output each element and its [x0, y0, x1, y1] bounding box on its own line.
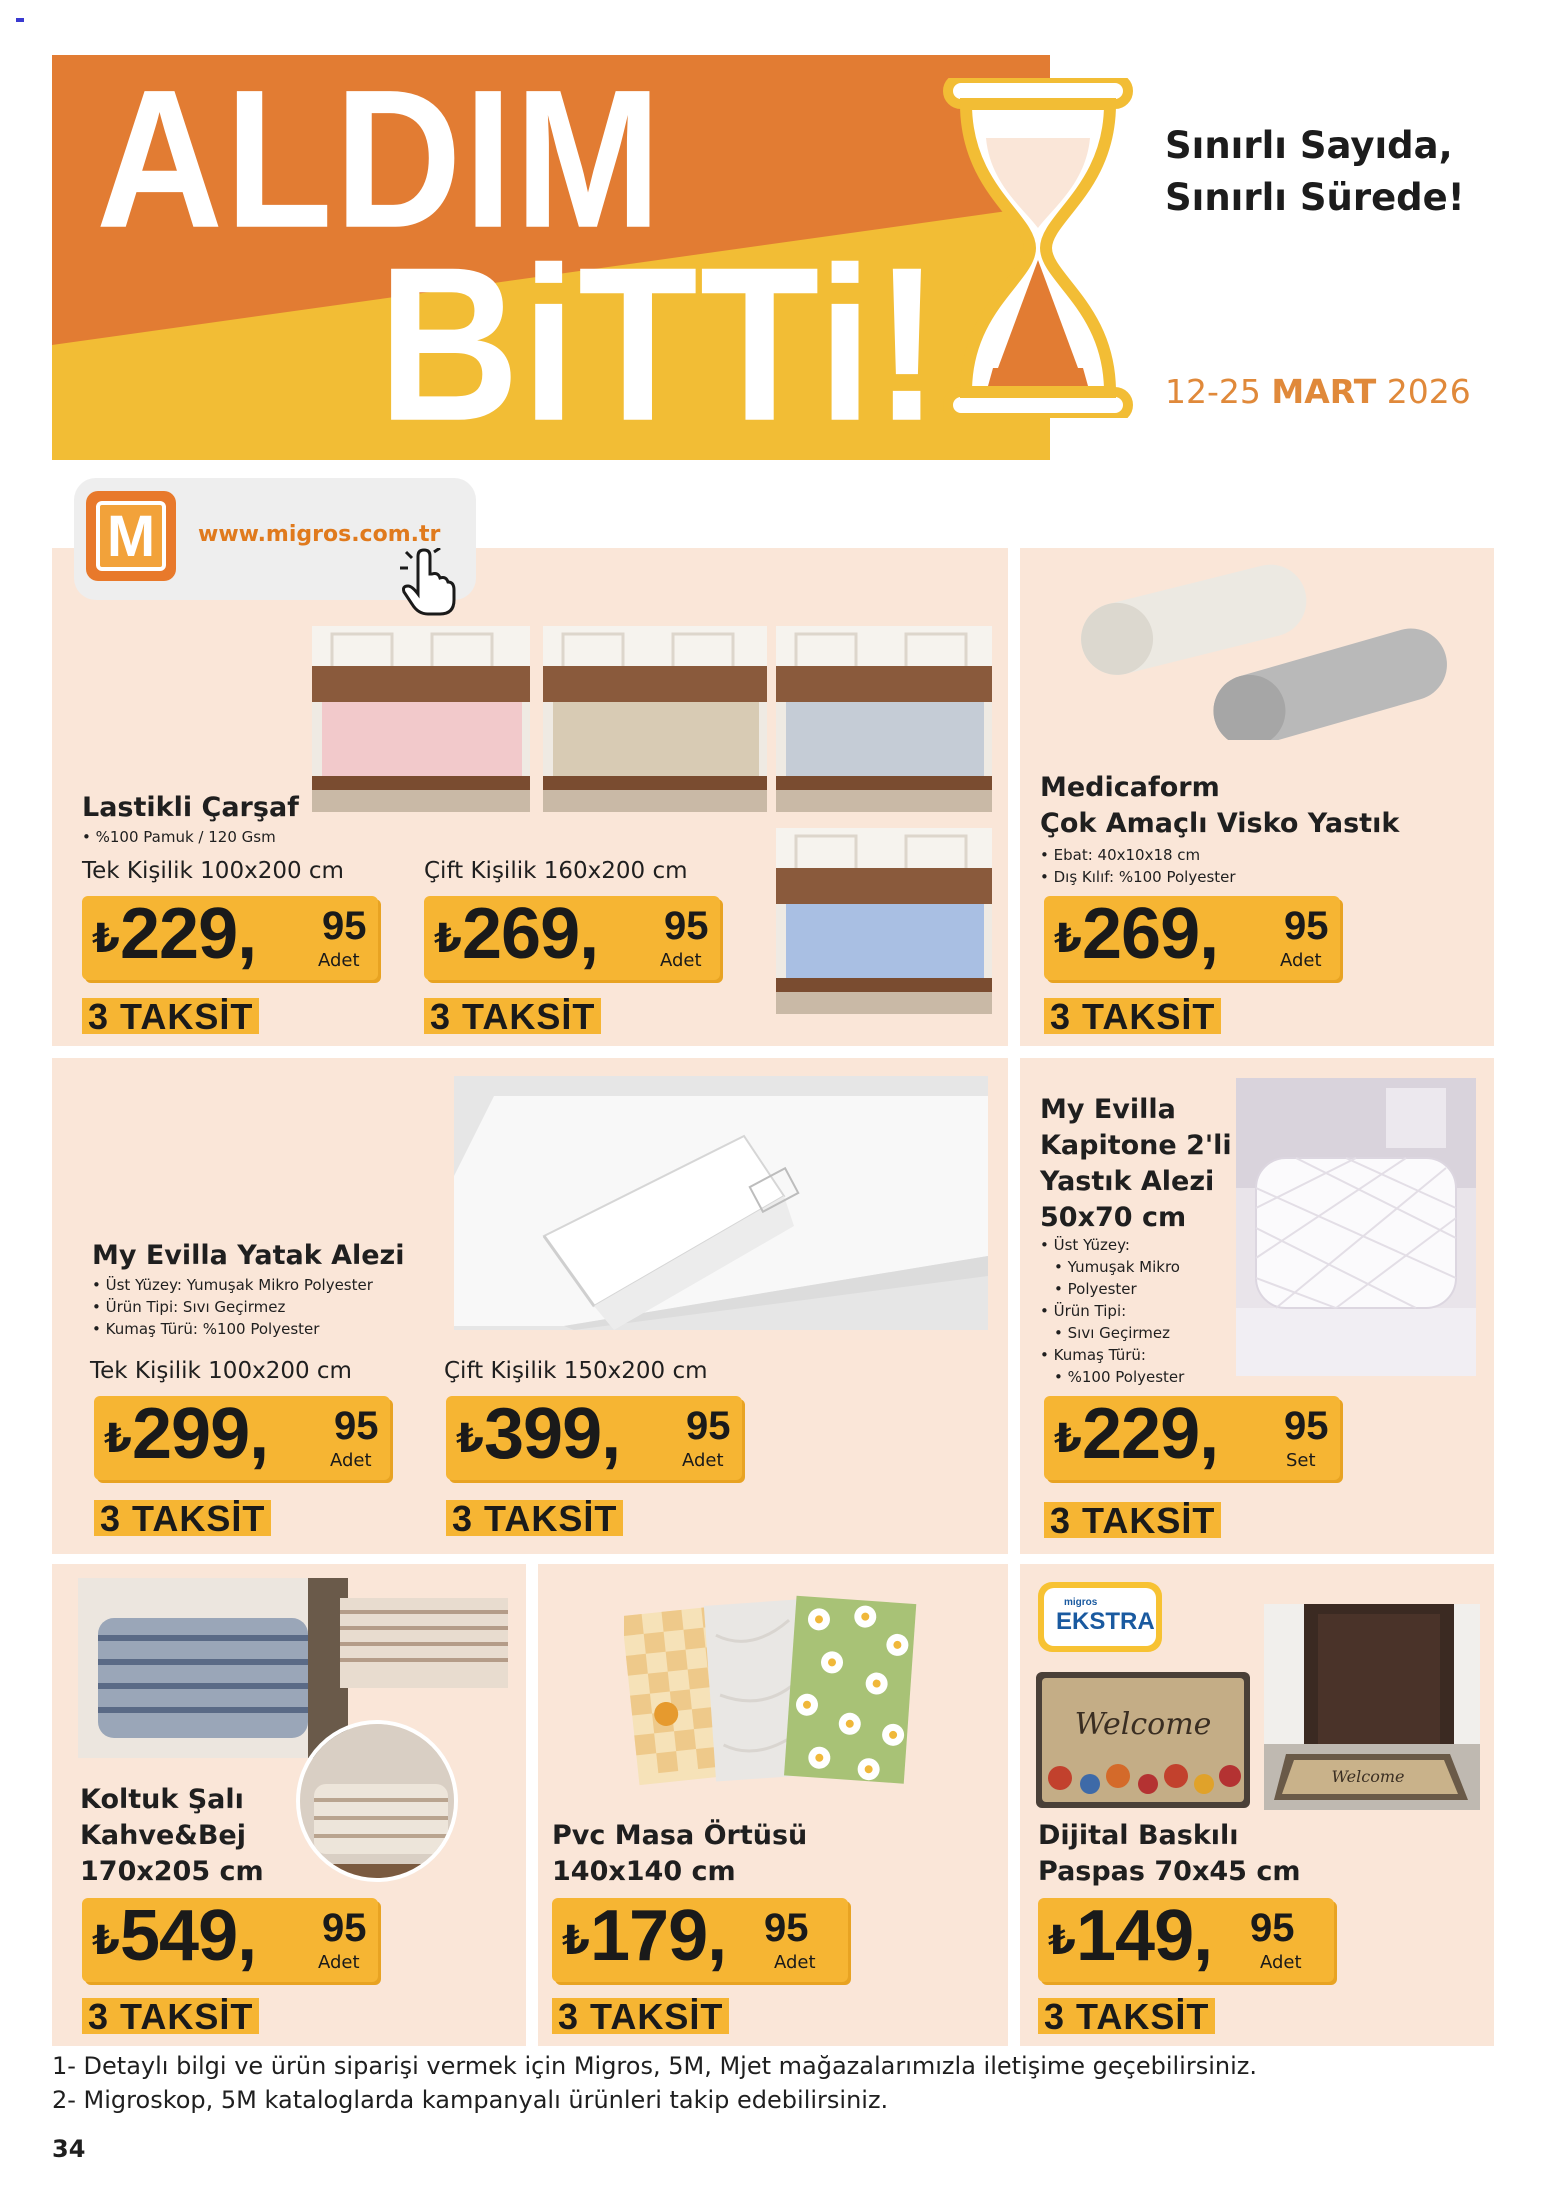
- sheet-image-pink: [312, 626, 530, 812]
- price-unit: Set: [1286, 1450, 1316, 1471]
- product-title-visko-line-1: Medicaform: [1040, 772, 1220, 803]
- currency-symbol: ₺: [104, 1416, 132, 1462]
- installment-badge: 3 TAKSİT: [82, 1998, 259, 2034]
- price-unit: Adet: [1280, 950, 1322, 971]
- title-line: Dijital Baskılı: [1038, 1820, 1239, 1851]
- spec-item: • %100 Pamuk / 120 Gsm: [82, 826, 276, 848]
- spec-item: • Ürün Tipi:: [1040, 1300, 1184, 1322]
- installment-badge: 3 TAKSİT: [82, 998, 259, 1034]
- price-integer: 549,: [120, 1896, 257, 1976]
- price-integer: 269,: [462, 894, 599, 974]
- title-line: My Evilla: [1040, 1094, 1176, 1125]
- spec-item: • Polyester: [1054, 1278, 1184, 1300]
- sheet-image-grey: [776, 626, 992, 812]
- product-specs-yatak-alezi: [92, 1274, 373, 1340]
- footnote-2: 2- Migroskop, 5M kataloglarda kampanyalı ürünleri takip edebilirsiniz.: [52, 2086, 889, 2114]
- price-tag-visko: [1044, 896, 1340, 980]
- title-line: 50x70 cm: [1040, 1202, 1187, 1233]
- spec-item: • Yumuşak Mikro: [1054, 1256, 1184, 1278]
- spec-item: • Üst Yüzey: Yumuşak Mikro Polyester: [92, 1274, 373, 1296]
- date-range: [1165, 372, 1471, 411]
- hand-cursor-icon: [398, 548, 458, 618]
- title-line: Paspas 70x45 cm: [1038, 1856, 1301, 1887]
- currency-symbol: ₺: [1054, 1416, 1082, 1462]
- migros-logo: [86, 491, 176, 581]
- pillow-protector-image: [1236, 1078, 1476, 1376]
- sheet-image-beige: [543, 626, 767, 812]
- currency-symbol: ₺: [92, 916, 120, 962]
- size-label-cift: Çift Kişilik 150x200 cm: [444, 1358, 708, 1384]
- tablecloth-image: [624, 1592, 924, 1792]
- price-unit: Adet: [330, 1450, 372, 1471]
- price-tag-paspas: [1038, 1898, 1334, 1982]
- product-specs-carsaf: [82, 826, 276, 848]
- corner-mark: [16, 18, 24, 22]
- spec-item: • Kumaş Türü:: [1040, 1344, 1184, 1366]
- price-decimal: 95: [1284, 904, 1329, 948]
- doormat-image: [1036, 1672, 1250, 1808]
- sheet-image-blue: [776, 828, 992, 1014]
- currency-symbol: ₺: [1054, 916, 1082, 962]
- tagline-line-2: Sınırlı Sürede!: [1165, 176, 1465, 219]
- product-title-visko-line-2: Çok Amaçlı Visko Yastık: [1040, 808, 1400, 839]
- product-title-yatak-alezi: My Evilla Yatak Alezi: [92, 1240, 405, 1271]
- doormat-scene-image: [1264, 1604, 1480, 1810]
- price-tag-masa-ortusu: [552, 1898, 848, 1982]
- product-title-paspas: [1038, 1818, 1300, 1890]
- title-line: 170x205 cm: [80, 1856, 264, 1887]
- product-title-yastik-alezi: [1040, 1092, 1232, 1236]
- hourglass-icon: [938, 78, 1138, 418]
- ekstra-badge-label: EKSTRA: [1056, 1608, 1155, 1635]
- installment-badge: 3 TAKSİT: [1038, 1998, 1215, 2034]
- price-tag-yatak-alezi-cift: [446, 1396, 742, 1480]
- price-decimal: 95: [334, 1404, 379, 1448]
- spec-item: • Sıvı Geçirmez: [1054, 1322, 1184, 1344]
- spec-item: • Ebat: 40x10x18 cm: [1040, 844, 1236, 866]
- installment-badge: 3 TAKSİT: [1044, 998, 1221, 1034]
- spec-item: • Ürün Tipi: Sıvı Geçirmez: [92, 1296, 373, 1318]
- price-decimal: 95: [664, 904, 709, 948]
- spec-item: • %100 Polyester: [1054, 1366, 1184, 1388]
- price-tag-yastik-alezi: [1044, 1396, 1340, 1480]
- price-unit: Adet: [1260, 1952, 1302, 1973]
- product-title-koltuk-sali: [80, 1782, 264, 1890]
- title-line: 140x140 cm: [552, 1856, 736, 1887]
- price-decimal: 95: [686, 1404, 731, 1448]
- date-days: 12-25: [1165, 372, 1261, 411]
- price-decimal: 95: [764, 1906, 809, 1950]
- price-tag-carsaf-tek: [82, 896, 378, 980]
- price-integer: 229,: [120, 894, 257, 974]
- sofa-throw-detail-image: [296, 1720, 458, 1882]
- title-line: Pvc Masa Örtüsü: [552, 1820, 808, 1851]
- migros-ekstra-badge: [1038, 1582, 1162, 1652]
- installment-badge: 3 TAKSİT: [424, 998, 601, 1034]
- mattress-protector-image: [454, 1076, 988, 1330]
- installment-badge: 3 TAKSİT: [94, 1500, 271, 1536]
- spec-item: • Üst Yüzey:: [1040, 1234, 1184, 1256]
- price-decimal: 95: [322, 904, 367, 948]
- page-number: 34: [52, 2135, 86, 2163]
- installment-badge: 3 TAKSİT: [552, 1998, 729, 2034]
- promo-banner: [52, 55, 1050, 460]
- visko-pillow-image: [1068, 560, 1458, 740]
- title-line: Koltuk Şalı: [80, 1784, 244, 1815]
- size-label-tek: Tek Kişilik 100x200 cm: [82, 858, 344, 884]
- website-link[interactable]: www.migros.com.tr: [198, 522, 441, 547]
- ekstra-badge-small: migros: [1064, 1597, 1098, 1608]
- price-unit: Adet: [318, 950, 360, 971]
- headline-aldim: ALDIM: [96, 55, 664, 270]
- spec-item: • Kumaş Türü: %100 Polyester: [92, 1318, 373, 1340]
- headline-bitti: BiTTi!: [378, 221, 942, 460]
- product-specs-visko: [1040, 844, 1236, 888]
- size-label-cift: Çift Kişilik 160x200 cm: [424, 858, 688, 884]
- price-integer: 149,: [1076, 1896, 1213, 1976]
- title-line: Kahve&Bej: [80, 1820, 246, 1851]
- price-integer: 269,: [1082, 894, 1219, 974]
- price-unit: Adet: [774, 1952, 816, 1973]
- doormat-text: Welcome: [1074, 1707, 1212, 1742]
- doormat-scene-text: Welcome: [1331, 1767, 1405, 1786]
- price-integer: 299,: [132, 1394, 269, 1474]
- product-title-carsaf: Lastikli Çarşaf: [82, 792, 299, 823]
- migros-logo-letter: M: [96, 501, 166, 571]
- title-line: Kapitone 2'li: [1040, 1130, 1232, 1161]
- date-month: MART: [1271, 372, 1377, 411]
- spec-item: • Dış Kılıf: %100 Polyester: [1040, 866, 1236, 888]
- sofa-throw-image: [78, 1578, 514, 1788]
- price-unit: Adet: [660, 950, 702, 971]
- currency-symbol: ₺: [434, 916, 462, 962]
- price-tag-yatak-alezi-tek: [94, 1396, 390, 1480]
- price-integer: 179,: [590, 1896, 727, 1976]
- tagline: [1165, 120, 1465, 224]
- footnote-1: 1- Detaylı bilgi ve ürün siparişi vermek için Migros, 5M, Mjet mağazalarımızla iletişime geçebilirsiniz.: [52, 2052, 1257, 2080]
- price-tag-koltuk-sali: [82, 1898, 378, 1982]
- date-year: 2026: [1386, 372, 1471, 411]
- price-integer: 229,: [1082, 1394, 1219, 1474]
- tagline-line-1: Sınırlı Sayıda,: [1165, 124, 1453, 167]
- currency-symbol: ₺: [1048, 1918, 1076, 1964]
- size-label-tek: Tek Kişilik 100x200 cm: [90, 1358, 352, 1384]
- price-tag-carsaf-cift: [424, 896, 720, 980]
- price-unit: Adet: [318, 1952, 360, 1973]
- price-unit: Adet: [682, 1450, 724, 1471]
- price-integer: 399,: [484, 1394, 621, 1474]
- price-decimal: 95: [1250, 1906, 1295, 1950]
- price-decimal: 95: [1284, 1404, 1329, 1448]
- price-decimal: 95: [322, 1906, 367, 1950]
- title-line: Yastık Alezi: [1040, 1166, 1215, 1197]
- installment-badge: 3 TAKSİT: [446, 1500, 623, 1536]
- product-title-masa-ortusu: [552, 1818, 807, 1890]
- currency-symbol: ₺: [562, 1918, 590, 1964]
- product-specs-yastik-alezi: [1054, 1234, 1184, 1388]
- currency-symbol: ₺: [92, 1918, 120, 1964]
- currency-symbol: ₺: [456, 1416, 484, 1462]
- installment-badge: 3 TAKSİT: [1044, 1502, 1221, 1538]
